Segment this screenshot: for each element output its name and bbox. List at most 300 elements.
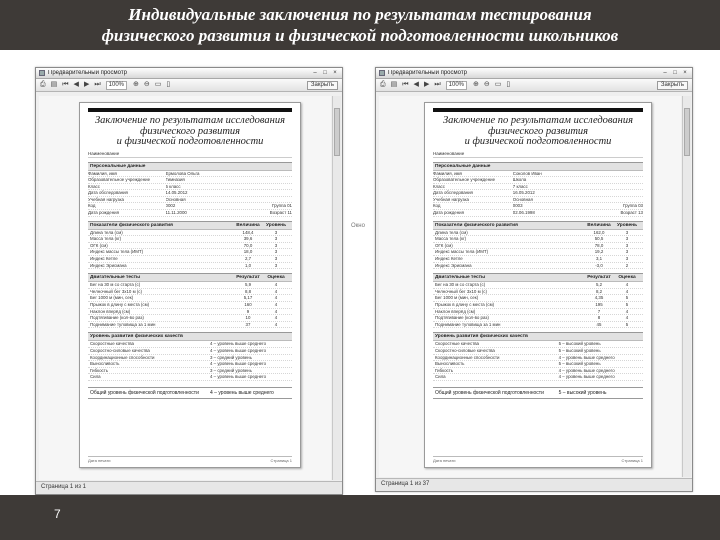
quality-name: Скоростно-силовые качества xyxy=(435,347,495,353)
indicator-grade: 3 xyxy=(274,242,278,248)
physical-development-row xyxy=(433,256,643,263)
field-label: Дата обследования xyxy=(88,190,128,196)
indicator-name: Подтягивание (кол-во раз) xyxy=(435,315,489,321)
indicator-value: -3,0 xyxy=(595,262,603,268)
quality-level: 5 – высокий уровень xyxy=(558,341,601,347)
physical-development-row xyxy=(88,230,292,237)
physical-development-row xyxy=(88,263,292,270)
field-value: Гимназия xyxy=(165,177,185,183)
section-columns xyxy=(585,223,641,228)
next-page-icon[interactable]: ▶ xyxy=(83,81,90,88)
report-footer xyxy=(88,456,292,463)
motor-tests-row xyxy=(88,315,292,322)
vertical-scrollbar[interactable] xyxy=(332,96,341,480)
indicator-name: Подтягивание (кол-во раз) xyxy=(90,315,144,321)
field-value: 16.05.2012 xyxy=(512,190,535,196)
quality-name: Выносливость xyxy=(90,361,120,367)
section-columns xyxy=(234,275,290,280)
field-label: Класс xyxy=(433,183,445,189)
close-window-button[interactable]: × xyxy=(333,69,337,76)
report-page xyxy=(424,102,652,468)
slide-footer xyxy=(0,495,720,540)
report-banner xyxy=(88,108,292,112)
field-label: Код xyxy=(88,203,96,209)
personal-data-header xyxy=(433,162,643,171)
two-pages-icon[interactable]: ▯ xyxy=(166,81,171,88)
indicator-value: 45 xyxy=(596,321,602,327)
field-extra xyxy=(580,197,643,203)
motor-tests-row xyxy=(433,295,643,302)
overall-value: 5 – высокий уровень xyxy=(558,389,607,396)
one-page-icon[interactable]: ▭ xyxy=(154,81,162,88)
field-label: Дата обследования xyxy=(433,190,473,196)
physical-development-row xyxy=(88,249,292,256)
indicator-value: 39,6 xyxy=(243,236,253,242)
slide-header xyxy=(0,0,720,50)
indicator-grade: 3 xyxy=(274,262,278,268)
maximize-button[interactable]: □ xyxy=(323,69,327,76)
zoom-in-icon[interactable]: ⊕ xyxy=(133,81,139,88)
indicator-value: 3,1 xyxy=(595,256,603,262)
indicator-grade: 5 xyxy=(625,302,629,307)
motor-tests-row xyxy=(433,282,643,289)
personal-data-row xyxy=(88,171,292,178)
slide-page-number: 7 xyxy=(54,507,61,521)
indicator-name: Индекс Эрисмана xyxy=(90,262,127,268)
one-page-icon[interactable]: ▭ xyxy=(494,81,502,88)
field-label: Фамилия, имя xyxy=(433,170,462,176)
indicator-grade: 4 xyxy=(274,308,278,314)
indicator-value: 70,0 xyxy=(243,242,253,248)
field-value: 0002 xyxy=(165,203,176,209)
report-banner xyxy=(433,108,643,112)
field-value: 7 класс xyxy=(512,183,528,189)
indicator-value: 10 xyxy=(245,315,251,321)
quality-level: 4 – уровень выше среднего xyxy=(558,367,615,373)
quality-name: Скоростные качества xyxy=(435,341,479,347)
field-extra: Группа 01 xyxy=(271,203,292,209)
app-icon xyxy=(39,70,45,76)
field-value: 14.05.2012 xyxy=(165,190,188,196)
column-header: Величина xyxy=(236,222,260,228)
motor-tests-header xyxy=(433,273,643,282)
personal-data-row xyxy=(433,177,643,184)
personal-data-row xyxy=(88,210,292,217)
field-value: Ермолова Ольга xyxy=(165,170,200,176)
personal-data-row xyxy=(88,197,292,204)
window-title: Предварительный просмотр xyxy=(388,70,467,76)
report-title-line: физического развития xyxy=(139,125,241,137)
personal-data-row xyxy=(433,171,643,178)
physical-development-header xyxy=(433,221,643,230)
physical-quality-row xyxy=(433,348,643,355)
report-page-label: Страница 1 xyxy=(270,458,292,463)
quality-name: Координационные способности xyxy=(435,354,500,360)
field-label: Дата рождения xyxy=(433,210,464,216)
physical-qualities-header xyxy=(433,332,643,341)
print-icon[interactable]: ⎙ xyxy=(380,81,386,88)
indicator-value: 4,35 xyxy=(594,295,604,301)
zoom-select[interactable]: 100% xyxy=(446,81,467,90)
indicator-name: ОГК (см) xyxy=(90,242,108,248)
indicator-name: Индекс Эрисмана xyxy=(435,262,472,268)
preview-window xyxy=(375,67,693,492)
report-title xyxy=(88,116,292,148)
school-label: Наименование xyxy=(88,150,120,156)
indicator-name: Масса тела (кг) xyxy=(435,236,467,242)
school-label: Наименование xyxy=(433,150,465,156)
indicator-name: Наклон вперёд (см) xyxy=(90,308,131,314)
physical-development-row xyxy=(88,236,292,243)
page-status: Страница 1 из 37 xyxy=(376,478,692,491)
indicator-value: 5,2 xyxy=(595,282,603,288)
physical-quality-row xyxy=(88,355,292,362)
motor-tests-row xyxy=(88,282,292,289)
section-title: Показатели физического развития xyxy=(90,222,173,228)
field-label: Дата рождения xyxy=(88,210,119,216)
quality-name: Сила xyxy=(435,374,446,380)
first-page-icon[interactable]: ⏮ xyxy=(402,81,409,88)
section-title: Уровень развития физических качеств xyxy=(90,334,183,340)
print-icon[interactable]: ⎙ xyxy=(40,81,46,88)
indicator-grade: 4 xyxy=(274,295,278,301)
field-value: 11.11.2000 xyxy=(165,210,187,216)
field-value: 0003 xyxy=(512,203,523,209)
column-header: Оценка xyxy=(267,275,285,281)
motor-tests-row xyxy=(433,302,643,309)
indicator-value: 5,9 xyxy=(244,282,252,288)
indicator-grade: 5 xyxy=(625,321,629,327)
physical-quality-row xyxy=(88,368,292,375)
field-extra: Возраст 13 xyxy=(620,210,643,216)
quality-name: Скоростные качества xyxy=(90,341,134,347)
window-titlebar xyxy=(36,68,342,79)
motor-tests-row xyxy=(433,309,643,316)
indicator-name: Бег на 30 м со старта (с) xyxy=(90,282,141,288)
indicator-value: 7 xyxy=(597,308,601,314)
indicator-name: Бег на 30 м со старта (с) xyxy=(435,282,486,288)
report-page xyxy=(79,102,301,468)
column-header: Уровень xyxy=(616,222,638,228)
indicator-value: 5,17 xyxy=(243,295,253,301)
indicator-name: Челночный бег 3x10 м (с) xyxy=(90,288,142,294)
personal-data-row xyxy=(88,190,292,197)
preview-toolbar xyxy=(36,79,342,92)
side-note: Окно xyxy=(351,223,365,229)
indicator-value: 8,2 xyxy=(595,288,603,294)
overall-value: 4 – уровень выше среднего xyxy=(210,389,274,396)
preview-viewport xyxy=(379,96,681,477)
report-footer xyxy=(433,456,643,463)
next-page-icon[interactable]: ▶ xyxy=(423,81,430,88)
indicator-grade: 2 xyxy=(625,262,629,268)
indicator-grade: 3 xyxy=(274,256,278,262)
indicator-name: Поднимание туловища за 1 мин xyxy=(435,321,501,327)
indicator-grade: 3 xyxy=(625,242,629,248)
close-preview-button[interactable]: Закрыть xyxy=(657,81,688,90)
physical-development-row xyxy=(433,236,643,243)
quality-level: 3 – средний уровень xyxy=(210,354,252,360)
personal-data-row xyxy=(88,177,292,184)
field-label: Образовательное учреждение xyxy=(433,177,496,183)
quality-level: 4 – уровень выше среднего xyxy=(210,347,267,353)
indicator-value: 195 xyxy=(595,302,603,307)
quality-name: Скоростно-силовые качества xyxy=(90,347,150,353)
report-title-line: Заключение по результатам исследования xyxy=(442,115,634,126)
indicator-name: Прыжок в длину с места (см) xyxy=(435,302,495,307)
maximize-button[interactable]: □ xyxy=(673,69,677,76)
physical-qualities-header xyxy=(88,332,292,341)
physical-quality-row xyxy=(88,374,292,381)
report-title-line: и физической подготовленности xyxy=(116,136,264,147)
quality-name: Гибкость xyxy=(90,367,109,373)
indicator-grade: 4 xyxy=(274,302,278,307)
physical-quality-row xyxy=(88,348,292,355)
field-extra xyxy=(580,177,643,183)
motor-tests-row xyxy=(88,309,292,316)
field-value: 02.06.1998 xyxy=(512,210,535,216)
personal-data-row xyxy=(433,210,643,217)
column-header: Величина xyxy=(587,222,611,228)
indicator-name: Длина тела (см) xyxy=(435,229,468,235)
section-title: Персональные данные xyxy=(90,163,146,169)
indicator-grade: 4 xyxy=(274,315,278,321)
physical-quality-row xyxy=(433,374,643,381)
quality-name: Выносливость xyxy=(435,361,465,367)
motor-tests-row xyxy=(433,289,643,296)
indicator-value: 78,0 xyxy=(594,242,604,248)
first-page-icon[interactable]: ⏮ xyxy=(62,81,69,88)
column-header: Результат xyxy=(587,275,611,281)
indicator-name: Бег 1000 м (мин, сек) xyxy=(435,295,479,301)
motor-tests-header xyxy=(88,273,292,282)
physical-development-row xyxy=(433,243,643,250)
motor-tests-row xyxy=(433,322,643,329)
school-row xyxy=(88,150,292,158)
indicator-name: Индекс Кетле xyxy=(435,256,463,262)
field-value: Соколов Иван xyxy=(512,170,542,176)
app-icon xyxy=(379,70,385,76)
slide-title-line-1: Индивидуальные заключения по результатам тестирования xyxy=(128,5,592,24)
report-title-line: физического развития xyxy=(487,125,589,137)
indicator-name: Наклон вперёд (см) xyxy=(435,308,476,314)
column-header: Уровень xyxy=(265,222,287,228)
quality-name: Сила xyxy=(90,374,101,380)
field-extra xyxy=(580,171,643,177)
indicator-grade: 3 xyxy=(625,249,629,255)
indicator-grade: 4 xyxy=(625,315,629,321)
indicator-value: 8 xyxy=(597,315,601,321)
indicator-name: Индекс Кетле xyxy=(90,256,118,262)
personal-data-row xyxy=(433,203,643,210)
column-header: Результат xyxy=(236,275,260,281)
motor-tests-row xyxy=(88,302,292,309)
prev-page-icon[interactable]: ◀ xyxy=(73,81,79,88)
indicator-name: Челночный бег 3x10 м (с) xyxy=(435,288,487,294)
quality-level: 3 – средний уровень xyxy=(210,367,252,373)
physical-development-header xyxy=(88,221,292,230)
print-date-label: Дата печати xyxy=(433,458,456,463)
motor-tests-row xyxy=(88,322,292,329)
indicator-grade: 3 xyxy=(274,236,278,242)
quality-name: Гибкость xyxy=(435,367,454,373)
physical-quality-row xyxy=(433,368,643,375)
physical-quality-row xyxy=(433,341,643,348)
zoom-out-icon[interactable]: ⊖ xyxy=(483,81,490,88)
indicator-value: 2,7 xyxy=(244,256,252,262)
field-label: Код xyxy=(433,203,441,209)
indicator-name: Бег 1000 м (мин, сек) xyxy=(90,295,134,301)
page-status: Страница 1 из 1 xyxy=(36,481,342,494)
report-title xyxy=(433,116,643,148)
report-page-label: Страница 1 xyxy=(621,458,643,463)
close-window-button[interactable]: × xyxy=(683,69,687,76)
vertical-scrollbar[interactable] xyxy=(682,96,691,477)
prev-page-icon[interactable]: ◀ xyxy=(413,81,419,88)
field-extra xyxy=(580,190,643,196)
physical-development-row xyxy=(433,263,643,270)
field-value: 5 класс xyxy=(165,183,181,189)
indicator-value: 1,0 xyxy=(244,262,252,268)
window-title: Предварительный просмотр xyxy=(48,70,127,76)
slide-title-line-2: физического развития и физической подготовленности школьников xyxy=(101,26,619,45)
section-columns xyxy=(585,275,641,280)
physical-quality-row xyxy=(88,341,292,348)
column-header: Оценка xyxy=(618,275,636,281)
field-extra: Возраст 11 xyxy=(269,210,292,216)
field-value: Школа xyxy=(512,177,527,183)
section-title: Двигательные тесты xyxy=(90,275,141,281)
indicator-name: Прыжок в длину с места (см) xyxy=(90,302,150,307)
section-columns xyxy=(234,223,290,228)
physical-quality-row xyxy=(88,361,292,368)
field-extra xyxy=(231,197,292,203)
indicator-value: 9 xyxy=(246,308,250,314)
field-extra: Группа 03 xyxy=(622,203,643,209)
indicator-value: 50,5 xyxy=(594,236,604,242)
field-extra xyxy=(231,171,292,177)
overall-level-row xyxy=(433,387,643,399)
window-titlebar xyxy=(376,68,692,79)
indicator-grade: 4 xyxy=(274,282,278,288)
physical-development-row xyxy=(88,256,292,263)
quality-level: 4 – уровень выше среднего xyxy=(558,374,615,380)
indicator-value: 37 xyxy=(245,321,251,327)
field-extra xyxy=(231,190,292,196)
indicator-grade: 3 xyxy=(274,229,278,235)
field-label: Фамилия, имя xyxy=(88,170,117,176)
personal-data-row xyxy=(88,203,292,210)
indicator-grade: 5 xyxy=(625,295,629,301)
indicator-grade: 4 xyxy=(625,288,629,294)
school-row xyxy=(433,150,643,158)
quality-level: 4 – уровень выше среднего xyxy=(210,341,267,347)
overall-label: Общий уровень физической подготовленности xyxy=(90,389,199,396)
zoom-out-icon[interactable]: ⊖ xyxy=(143,81,150,88)
field-extra xyxy=(231,177,292,183)
section-title: Персональные данные xyxy=(435,163,491,169)
personal-data-row xyxy=(433,184,643,191)
physical-quality-row xyxy=(433,361,643,368)
indicator-grade: 4 xyxy=(274,288,278,294)
zoom-select[interactable]: 100% xyxy=(106,81,127,90)
page-setup-icon[interactable]: ▤ xyxy=(390,81,398,88)
minimize-button[interactable]: – xyxy=(663,69,667,76)
indicator-name: Масса тела (кг) xyxy=(90,236,122,242)
minimize-button[interactable]: – xyxy=(313,69,317,76)
indicator-value: 162,0 xyxy=(593,229,605,235)
indicator-value: 160 xyxy=(244,302,252,307)
scrollbar-thumb[interactable] xyxy=(684,108,690,156)
preview-viewport xyxy=(39,96,331,480)
indicator-name: Поднимание туловища за 1 мин xyxy=(90,321,156,327)
quality-level: 5 – высокий уровень xyxy=(558,347,601,353)
quality-name: Координационные способности xyxy=(90,354,155,360)
motor-tests-row xyxy=(433,315,643,322)
section-title: Показатели физического развития xyxy=(435,222,518,228)
indicator-grade: 4 xyxy=(625,282,629,288)
indicator-name: Индекс массы тела (ИМТ) xyxy=(90,249,144,255)
indicator-grade: 3 xyxy=(625,256,629,262)
section-title: Уровень развития физических качеств xyxy=(435,334,528,340)
personal-data-header xyxy=(88,162,292,171)
indicator-grade: 4 xyxy=(274,321,278,327)
close-preview-button[interactable]: Закрыть xyxy=(307,81,338,90)
print-date-label: Дата печати xyxy=(88,458,111,463)
field-label: Учебная нагрузка xyxy=(88,196,124,202)
field-extra xyxy=(580,184,643,190)
field-value: Основная xyxy=(512,196,533,202)
physical-development-row xyxy=(88,243,292,250)
overall-label: Общий уровень физической подготовленности xyxy=(435,389,544,396)
zoom-in-icon[interactable]: ⊕ xyxy=(473,81,479,88)
indicator-name: Длина тела (см) xyxy=(90,229,123,235)
indicator-grade: 3 xyxy=(274,249,278,255)
indicator-value: 18,0 xyxy=(243,249,253,255)
personal-data-row xyxy=(88,184,292,191)
motor-tests-row xyxy=(88,295,292,302)
field-label: Образовательное учреждение xyxy=(88,177,151,183)
motor-tests-row xyxy=(88,289,292,296)
physical-development-row xyxy=(433,249,643,256)
quality-level: 5 – высокий уровень xyxy=(558,361,601,367)
quality-level: 4 – уровень выше среднего xyxy=(558,354,615,360)
two-pages-icon[interactable]: ▯ xyxy=(506,81,511,88)
indicator-value: 148,4 xyxy=(242,229,254,235)
indicator-value: 19,2 xyxy=(594,249,604,255)
field-label: Класс xyxy=(88,183,100,189)
quality-level: 4 – уровень выше среднего xyxy=(210,374,267,380)
overall-level-row xyxy=(88,387,292,399)
preview-window xyxy=(35,67,343,495)
physical-quality-row xyxy=(433,355,643,362)
last-page-icon[interactable]: ⏭ xyxy=(434,81,441,88)
report-title-line: и физической подготовленности xyxy=(464,136,612,147)
physical-development-row xyxy=(433,230,643,237)
section-title: Двигательные тесты xyxy=(435,275,486,281)
personal-data-row xyxy=(433,190,643,197)
indicator-grade: 3 xyxy=(625,229,629,235)
personal-data-row xyxy=(433,197,643,204)
field-value: Основная xyxy=(165,196,186,202)
indicator-grade: 3 xyxy=(625,236,629,242)
last-page-icon[interactable]: ⏭ xyxy=(94,81,101,88)
quality-level: 4 – уровень выше среднего xyxy=(210,361,267,367)
indicator-name: Индекс массы тела (ИМТ) xyxy=(435,249,489,255)
indicator-grade: 4 xyxy=(625,308,629,314)
scrollbar-thumb[interactable] xyxy=(334,108,340,156)
page-setup-icon[interactable]: ▤ xyxy=(50,81,58,88)
